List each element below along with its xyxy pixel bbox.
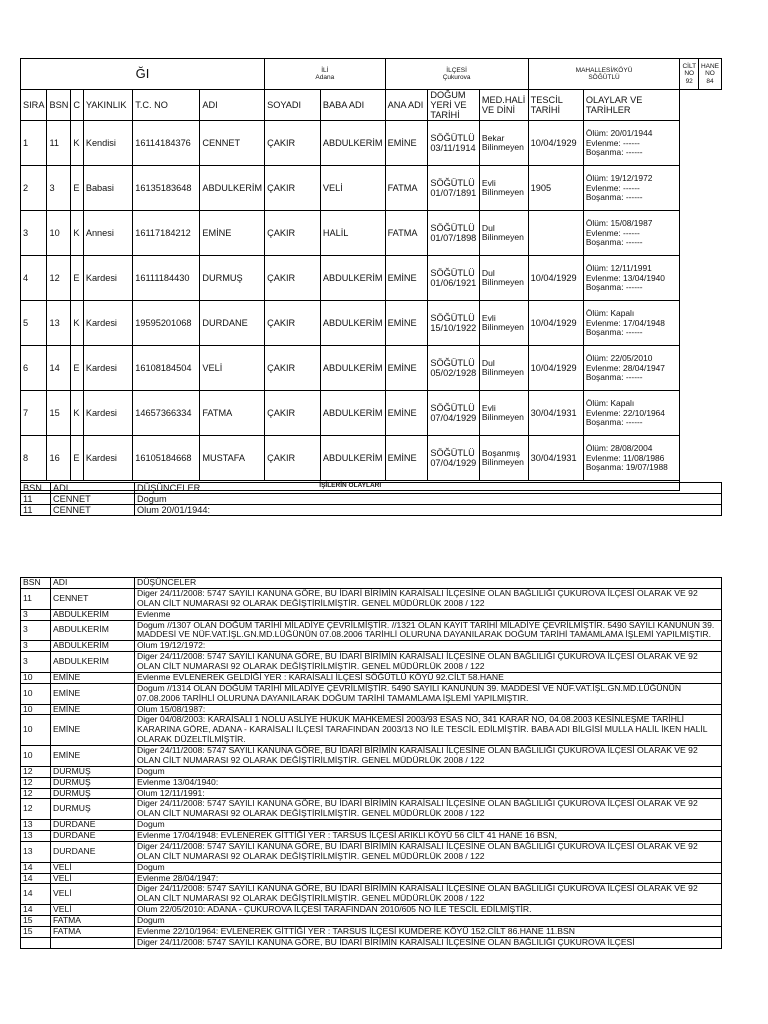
ilce-value: Çukurova — [442, 74, 471, 81]
cell-sira: 8 — [21, 436, 47, 481]
cell-tescil: 10/04/1929 — [528, 346, 583, 391]
events-table-1 — [20, 482, 722, 516]
col-bsn: BSN — [47, 90, 71, 121]
cell-baba: ABDULKERİM — [320, 301, 385, 346]
cilt-label: CİLT NO — [682, 63, 697, 78]
olay-line: Boşanma: ------ — [585, 237, 643, 248]
event-note: Evlenme 13/04/1940: — [135, 777, 722, 788]
cell-adi: EMİNE — [200, 211, 265, 256]
event-note: Dogum — [135, 862, 722, 873]
event-bsn: 12 — [21, 766, 51, 777]
event-row — [21, 588, 722, 609]
event-bsn: 10 — [21, 746, 51, 767]
cell-tc: 16105184668 — [133, 436, 200, 481]
cell-tescil — [528, 211, 583, 256]
cell-adi: DURMUŞ — [200, 256, 265, 301]
cell-ana: EMİNE — [385, 256, 428, 301]
header-cilt-hane — [680, 59, 722, 90]
event-row — [21, 609, 722, 620]
cell-sira: 4 — [21, 256, 47, 301]
cell-sira: 6 — [21, 346, 47, 391]
col-adi: ADI — [200, 90, 265, 121]
cell-ana: EMİNE — [385, 436, 428, 481]
cell-dogum: SÖĞÜTLÜ 03/11/1914 — [428, 121, 480, 166]
cell-ana: EMİNE — [385, 121, 428, 166]
cell-c: E — [71, 346, 83, 391]
cell-dogum: SÖĞÜTLÜ 15/10/1922 — [428, 301, 480, 346]
cell-olaylar — [583, 391, 680, 436]
event-name — [51, 937, 135, 948]
olay-line: Evlenme: ------ — [585, 227, 640, 238]
event-name: ABDULKERİM — [51, 652, 135, 673]
events-table-2 — [20, 577, 722, 949]
event-note: Dogum //1307 OLAN DOĞUM TARİHİ MİLADİYE ÇEVRİLMİŞTİR. //1321 OLAN KAYIT TARİHİ MİLADİYE ÇEVRİLMİŞTİR. 5490 SAYILI KANUNUN 39. MADDESİ VE NÜF.VAT.İŞL.GN.MD.LÜĞÜNÜN 07.08.2006 TARİHLİ OLURUNA DAYANILARAK DOĞUM TARİHİ TAMAMLAMA İŞLEMİ YAPILMIŞTIR. — [135, 620, 722, 641]
cell-sira: 7 — [21, 391, 47, 436]
cell-ana: FATMA — [385, 211, 428, 256]
event-name: EMİNE — [51, 715, 135, 746]
event-note: Olum 19/12/1972: — [135, 641, 722, 652]
olay-line: Ölüm: Kapalı — [585, 307, 635, 318]
cell-tc: 16117184212 — [133, 211, 200, 256]
cell-soyadi: ÇAKIR — [265, 436, 321, 481]
event-name: DURDANE — [51, 841, 135, 862]
event-note: Diger 24/11/2008: 5747 SAYILI KANUNA GÖRE, BU İDARİ BİRİMİN KARAİSALI İLÇESİNE OLAN BAĞLILIĞI ÇUKUROVA İLÇESİ OLARAK VE 92 OLAN CİLT NUMARASI 92 OLARAK DEĞİŞTİRİLMİŞTİR. GENEL MÜDÜRLÜK 2008 / 122 — [135, 884, 722, 905]
event-bsn — [21, 937, 51, 948]
il-value: Adana — [315, 74, 335, 81]
register-row — [21, 211, 722, 256]
header-cilt — [680, 59, 698, 89]
events-header-row — [21, 578, 722, 589]
cell-olaylar — [583, 346, 680, 391]
olaylar-title: İŞİLERİN OLAYLARI — [21, 481, 680, 491]
cell-bsn: 16 — [47, 436, 71, 481]
event-bsn: 3 — [21, 641, 51, 652]
event-bsn: 12 — [21, 777, 51, 788]
col-baba: BABA ADI — [320, 90, 385, 121]
cell-med: Dul Bilinmeyen — [479, 256, 528, 301]
cell-yakinlik: Kardesi — [83, 436, 132, 481]
event-name: DURMUŞ — [51, 788, 135, 799]
header-il — [265, 59, 386, 90]
event-bsn: 11 — [21, 494, 51, 505]
register-row — [21, 256, 722, 301]
cell-adi: CENNET — [200, 121, 265, 166]
event-name: ABDULKERİM — [51, 620, 135, 641]
olay-line: Evlenme: 13/04/1940 — [585, 272, 665, 283]
event-row — [21, 683, 722, 704]
event-row — [21, 652, 722, 673]
cell-bsn: 10 — [47, 211, 71, 256]
event-name: VELİ — [51, 862, 135, 873]
event-row — [21, 620, 722, 641]
cell-dogum: SÖĞÜTLÜ 01/07/1891 — [428, 166, 480, 211]
olay-line: Ölüm: Kapalı — [585, 397, 635, 408]
event-row — [21, 704, 722, 715]
cell-yakinlik: Kardesi — [83, 256, 132, 301]
cell-tc: 16111184430 — [133, 256, 200, 301]
event-row — [21, 672, 722, 683]
col-med: MED.HALİ VE DİNİ — [479, 90, 528, 121]
register-row — [21, 121, 722, 166]
event-bsn: 10 — [21, 715, 51, 746]
cell-dogum: SÖĞÜTLÜ 07/04/1929 — [428, 436, 480, 481]
cell-soyadi: ÇAKIR — [265, 121, 321, 166]
cell-soyadi: ÇAKIR — [265, 301, 321, 346]
cell-adi: FATMA — [200, 391, 265, 436]
event-note: Diger 24/11/2008: 5747 SAYILI KANUNA GÖRE, BU İDARİ BİRİMİN KARAİSALI İLÇESİNE OLAN BAĞLILIĞI ÇUKUROVA İLÇESİ — [135, 937, 722, 948]
events-col-adi: ADI — [51, 578, 135, 589]
event-note: Olum 15/08/1987: — [135, 704, 722, 715]
cell-tc: 16114184376 — [133, 121, 200, 166]
cell-bsn: 13 — [47, 301, 71, 346]
header-gi: ĞI — [21, 59, 265, 90]
col-c: C — [71, 90, 83, 121]
olay-line: Boşanma: ------ — [585, 282, 643, 293]
event-bsn: 15 — [21, 926, 51, 937]
event-note: Olum 22/05/2010: ADANA - ÇUKUROVA İLÇESİ TARAFINDAN 2010/605 NO İLE TESCİL EDİLMİŞTİR. — [135, 905, 722, 916]
cell-baba: HALİL — [320, 211, 385, 256]
cell-ana: EMİNE — [385, 391, 428, 436]
cell-c: K — [71, 121, 83, 166]
event-name: ABDULKERİM — [51, 609, 135, 620]
event-note: Evlenme — [135, 609, 722, 620]
col-tc: T.C. NO — [133, 90, 200, 121]
event-row — [21, 820, 722, 831]
cell-tescil: 10/04/1929 — [528, 121, 583, 166]
cell-soyadi: ÇAKIR — [265, 256, 321, 301]
cell-olaylar — [583, 301, 680, 346]
event-name: DURMUŞ — [51, 777, 135, 788]
register-row — [21, 166, 722, 211]
event-row — [21, 905, 722, 916]
cell-bsn: 3 — [47, 166, 71, 211]
olay-line: Boşanma: ------ — [585, 417, 643, 428]
event-name: FATMA — [51, 916, 135, 927]
event-row — [21, 841, 722, 862]
event-name: VELİ — [51, 873, 135, 884]
event-note: Dogum — [135, 766, 722, 777]
cell-olaylar — [583, 436, 680, 481]
cell-soyadi: ÇAKIR — [265, 391, 321, 436]
cell-yakinlik: Kardesi — [83, 301, 132, 346]
events-header-row — [21, 483, 722, 494]
event-row — [21, 884, 722, 905]
register-row — [21, 346, 722, 391]
col-olaylar: OLAYLAR VE TARİHLER — [583, 90, 680, 121]
cell-tc: 19595201068 — [133, 301, 200, 346]
register-row — [21, 301, 722, 346]
event-name: EMİNE — [51, 746, 135, 767]
olay-line: Ölüm: 15/08/1987 — [585, 217, 653, 228]
cell-olaylar — [583, 121, 680, 166]
event-bsn: 10 — [21, 672, 51, 683]
cell-c: K — [71, 391, 83, 436]
event-row — [21, 862, 722, 873]
cell-sira: 3 — [21, 211, 47, 256]
event-note: Evlenme 22/10/1964: EVLENEREK GİTTİĞİ YER : TARSUS İLÇESİ KUMDERE KÖYÜ 152.CİLT 86.HANE 11.BSN — [135, 926, 722, 937]
cell-ana: EMİNE — [385, 301, 428, 346]
cell-soyadi: ÇAKIR — [265, 166, 321, 211]
event-row — [21, 799, 722, 820]
event-note: Diger 24/11/2008: 5747 SAYILI KANUNA GÖRE, BU İDARİ BİRİMİN KARAİSALI İLÇESİNE OLAN BAĞLILIĞI ÇUKUROVA İLÇESİ OLARAK VE 92 OLAN CİLT NUMARASI 92 OLARAK DEĞİŞTİRİLMİŞTİR. GENEL MÜDÜRLÜK 2008 / 122 — [135, 746, 722, 767]
events-col-bsn: BSN — [21, 578, 51, 589]
col-tescil: TESCİL TARİHİ — [528, 90, 583, 121]
event-bsn: 13 — [21, 841, 51, 862]
cell-dogum: SÖĞÜTLÜ 01/06/1921 — [428, 256, 480, 301]
event-row — [21, 715, 722, 746]
register-header-row — [21, 59, 722, 90]
olay-line: Ölüm: 12/11/1991 — [585, 262, 652, 273]
event-row — [21, 831, 722, 842]
event-bsn: 12 — [21, 788, 51, 799]
olay-line: Boşanma: ------ — [585, 327, 643, 338]
olay-line: Evlenme: 22/10/1964 — [585, 407, 665, 418]
il-label: İLİ — [321, 66, 329, 74]
header-hane — [698, 59, 721, 89]
cell-bsn: 14 — [47, 346, 71, 391]
cell-ana: EMİNE — [385, 346, 428, 391]
events-col-dusunceler: DÜŞÜNCELER — [135, 483, 722, 494]
cell-med: Evli Bilinmeyen — [479, 166, 528, 211]
cell-soyadi: ÇAKIR — [265, 211, 321, 256]
cell-bsn: 11 — [47, 121, 71, 166]
event-bsn: 14 — [21, 884, 51, 905]
cell-tescil: 30/04/1931 — [528, 391, 583, 436]
event-name: DURMUŞ — [51, 766, 135, 777]
cell-olaylar — [583, 211, 680, 256]
family-register-table — [20, 58, 722, 491]
olay-line: Evlenme: 17/04/1948 — [585, 317, 665, 328]
event-row — [21, 641, 722, 652]
event-name: EMİNE — [51, 672, 135, 683]
cell-c: E — [71, 436, 83, 481]
cell-dogum: SÖĞÜTLÜ 05/02/1928 — [428, 346, 480, 391]
event-bsn: 12 — [21, 799, 51, 820]
events-col-adi: ADI — [51, 483, 135, 494]
cilt-value: 92 — [685, 77, 693, 85]
cell-med: Boşanmış Bilinmeyen — [479, 436, 528, 481]
cell-baba: ABDULKERİM — [320, 391, 385, 436]
event-name: EMİNE — [51, 683, 135, 704]
cell-med: Bekar Bilinmeyen — [479, 121, 528, 166]
event-note: Dogum //1314 OLAN DOĞUM TARİHİ MİLADİYE ÇEVRİLMİŞTİR. 5490 SAYILI KANUNUN 39. MADDESİ VE NÜF.VAT.İŞL.GN.MD.LÜĞÜNÜN 07.08.2006 TARİHLİ OLURUNA DAYANILARAK DOĞUM TARİHİ TAMAMLAMA İŞLEMİ YAPILMIŞTIR. — [135, 683, 722, 704]
event-note: Olum 20/01/1944: — [135, 505, 722, 516]
cell-baba: ABDULKERİM — [320, 121, 385, 166]
event-note: Diger 24/11/2008: 5747 SAYILI KANUNA GÖRE, BU İDARİ BİRİMİN KARAİSALI İLÇESİNE OLAN BAĞLILIĞI ÇUKUROVA İLÇESİ OLARAK VE 92 OLAN CİLT NUMARASI 92 OLARAK DEĞİŞTİRİLMİŞTİR. GENEL MÜDÜRLÜK 2008 / 122 — [135, 841, 722, 862]
cell-tc: 14657366334 — [133, 391, 200, 436]
cell-yakinlik: Kardesi — [83, 346, 132, 391]
event-note: Dogum — [135, 820, 722, 831]
event-bsn: 11 — [21, 505, 51, 516]
col-dogum: DOĞUM YERİ VE TARİHİ — [428, 90, 480, 121]
olay-line: Ölüm: 22/05/2010 — [585, 352, 653, 363]
cell-sira: 2 — [21, 166, 47, 211]
event-bsn: 3 — [21, 620, 51, 641]
olay-line: Boşanma: ------ — [585, 192, 643, 203]
event-name: CENNET — [51, 505, 135, 516]
olay-line: Ölüm: 28/08/2004 — [585, 442, 653, 453]
mahalle-value: SÖĞÜTLÜ — [588, 74, 620, 81]
event-note: Olum 12/11/1991: — [135, 788, 722, 799]
cell-tc: 16108184504 — [133, 346, 200, 391]
event-row — [21, 505, 722, 516]
olay-line: Evlenme: 11/08/1986 — [585, 452, 665, 463]
event-row — [21, 746, 722, 767]
register-row — [21, 436, 722, 481]
col-yakinlik: YAKINLIK — [83, 90, 132, 121]
event-name: EMİNE — [51, 704, 135, 715]
ilce-label: İLÇESİ — [446, 66, 467, 74]
event-row — [21, 916, 722, 927]
cell-baba: VELİ — [320, 166, 385, 211]
event-name: DURDANE — [51, 820, 135, 831]
cell-baba: ABDULKERİM — [320, 436, 385, 481]
olay-line: Boşanma: ------ — [585, 372, 643, 383]
col-ana: ANA ADI — [385, 90, 428, 121]
cell-dogum: SÖĞÜTLÜ 07/04/1929 — [428, 391, 480, 436]
olay-line: Ölüm: 20/01/1944 — [585, 127, 653, 138]
col-sira: SIRA — [21, 90, 47, 121]
event-note: Diger 24/11/2008: 5747 SAYILI KANUNA GÖRE, BU İDARİ BİRİMİN KARAİSALI İLÇESİNE OLAN BAĞLILIĞI ÇUKUROVA İLÇESİ OLARAK VE 92 OLAN CİLT NUMARASI 92 OLARAK DEĞİŞTİRİLMİŞTİR. GENEL MÜDÜRLÜK 2008 / 122 — [135, 588, 722, 609]
event-bsn: 14 — [21, 862, 51, 873]
event-bsn: 10 — [21, 683, 51, 704]
cell-bsn: 15 — [47, 391, 71, 436]
cell-adi: MUSTAFA — [200, 436, 265, 481]
event-row — [21, 766, 722, 777]
event-row — [21, 873, 722, 884]
cell-yakinlik: Annesi — [83, 211, 132, 256]
header-mahalle — [528, 59, 680, 90]
column-header-row — [21, 90, 722, 121]
mahalle-label: MAHALLESİ/KÖYÜ — [575, 66, 633, 74]
cell-yakinlik: Babasi — [83, 166, 132, 211]
event-name: DURMUŞ — [51, 799, 135, 820]
cell-med: Dul Bilinmeyen — [479, 346, 528, 391]
event-note: Evlenme EVLENEREK GELDİĞİ YER : KARAİSALI İLÇESİ SÖĞÜTLÜ KÖYÜ 92.CİLT 58.HANE — [135, 672, 722, 683]
event-bsn: 11 — [21, 588, 51, 609]
event-row — [21, 777, 722, 788]
cell-yakinlik: Kendisi — [83, 121, 132, 166]
olay-line: Boşanma: 19/07/1988 — [585, 462, 668, 473]
cell-adi: VELİ — [200, 346, 265, 391]
event-row — [21, 926, 722, 937]
cell-baba: ABDULKERİM — [320, 346, 385, 391]
cell-olaylar — [583, 166, 680, 211]
event-note: Diger 24/11/2008: 5747 SAYILI KANUNA GÖRE, BU İDARİ BİRİMİN KARAİSALI İLÇESİNE OLAN BAĞLILIĞI ÇUKUROVA İLÇESİ OLARAK VE 92 OLAN CİLT NUMARASI 92 OLARAK DEĞİŞTİRİLMİŞTİR. GENEL MÜDÜRLÜK 2008 / 122 — [135, 799, 722, 820]
events-col-bsn: BSN — [21, 483, 51, 494]
cell-tescil: 10/04/1929 — [528, 301, 583, 346]
cell-sira: 5 — [21, 301, 47, 346]
event-bsn: 3 — [21, 609, 51, 620]
event-note: Dogum — [135, 916, 722, 927]
cell-c: K — [71, 211, 83, 256]
cell-sira: 1 — [21, 121, 47, 166]
event-bsn: 13 — [21, 831, 51, 842]
event-note: Diger 04/08/2003: KARAİSALI 1 NOLU ASLİYE HUKUK MAHKEMESİ 2003/93 ESAS NO, 341 KARAR NO, 04.08.2003 KESİNLEŞME TARİHLİ KARARINA GÖRE, ADANA - KARAİSALI İLÇESİ TARAFINDAN 2003/13 NO İLE TESCİL EDİLMİŞTİR. BABA ADI BİLGİSİ MULLA HALİL İKEN HALİL OLARAK DÜZELTİLMİŞTİR. — [135, 715, 722, 746]
event-note: Evlenme 28/04/1947: — [135, 873, 722, 884]
event-bsn: 15 — [21, 916, 51, 927]
header-ilce — [385, 59, 528, 90]
cell-baba: ABDULKERİM — [320, 256, 385, 301]
cell-med: Evli Bilinmeyen — [479, 391, 528, 436]
event-bsn: 14 — [21, 905, 51, 916]
col-soyadi: SOYADI — [265, 90, 321, 121]
event-name: DURDANE — [51, 831, 135, 842]
cell-c: E — [71, 256, 83, 301]
cell-ana: FATMA — [385, 166, 428, 211]
event-row — [21, 788, 722, 799]
hane-label: HANE NO — [700, 63, 719, 78]
event-name: VELİ — [51, 884, 135, 905]
cell-tescil: 10/04/1929 — [528, 256, 583, 301]
cell-bsn: 12 — [47, 256, 71, 301]
olay-line: Ölüm: 19/12/1972 — [585, 172, 653, 183]
cell-tc: 16135183648 — [133, 166, 200, 211]
olay-line: Boşanma: ------ — [585, 147, 643, 158]
event-bsn: 10 — [21, 704, 51, 715]
event-note: Dogum — [135, 494, 722, 505]
event-bsn: 14 — [21, 873, 51, 884]
cell-olaylar — [583, 256, 680, 301]
cell-adi: DURDANE — [200, 301, 265, 346]
olay-line: Evlenme: ------ — [585, 137, 640, 148]
register-row — [21, 391, 722, 436]
cell-dogum: SÖĞÜTLÜ 01/07/1898 — [428, 211, 480, 256]
cell-med: Dul Bilinmeyen — [479, 211, 528, 256]
event-bsn: 3 — [21, 652, 51, 673]
cell-tescil: 1905 — [528, 166, 583, 211]
cell-med: Evli Bilinmeyen — [479, 301, 528, 346]
cell-c: E — [71, 166, 83, 211]
cell-c: K — [71, 301, 83, 346]
olay-line: Evlenme: ------ — [585, 182, 640, 193]
event-name: ABDULKERİM — [51, 641, 135, 652]
event-name: FATMA — [51, 926, 135, 937]
cell-soyadi: ÇAKIR — [265, 346, 321, 391]
event-name: CENNET — [51, 494, 135, 505]
event-note: Evlenme 17/04/1948: EVLENEREK GİTTİĞİ YER : TARSUS İLÇESİ ARIKLI KÖYÜ 56 CİLT 41 HANE 16 BSN, — [135, 831, 722, 842]
event-bsn: 13 — [21, 820, 51, 831]
event-row — [21, 494, 722, 505]
cell-adi: ABDULKERİM — [200, 166, 265, 211]
event-name: VELİ — [51, 905, 135, 916]
olay-line: Evlenme: 28/04/1947 — [585, 362, 665, 373]
event-name: CENNET — [51, 588, 135, 609]
event-note: Diger 24/11/2008: 5747 SAYILI KANUNA GÖRE, BU İDARİ BİRİMİN KARAİSALI İLÇESİNE OLAN BAĞLILIĞI ÇUKUROVA İLÇESİ OLARAK VE 92 OLAN CİLT NUMARASI 92 OLARAK DEĞİŞTİRİLMİŞTİR. GENEL MÜDÜRLÜK 2008 / 122 — [135, 652, 722, 673]
hane-value: 84 — [706, 77, 714, 85]
events-col-dusunceler: DÜŞÜNCELER — [135, 578, 722, 589]
cell-yakinlik: Kardesi — [83, 391, 132, 436]
cell-tescil: 30/04/1931 — [528, 436, 583, 481]
event-row — [21, 937, 722, 948]
